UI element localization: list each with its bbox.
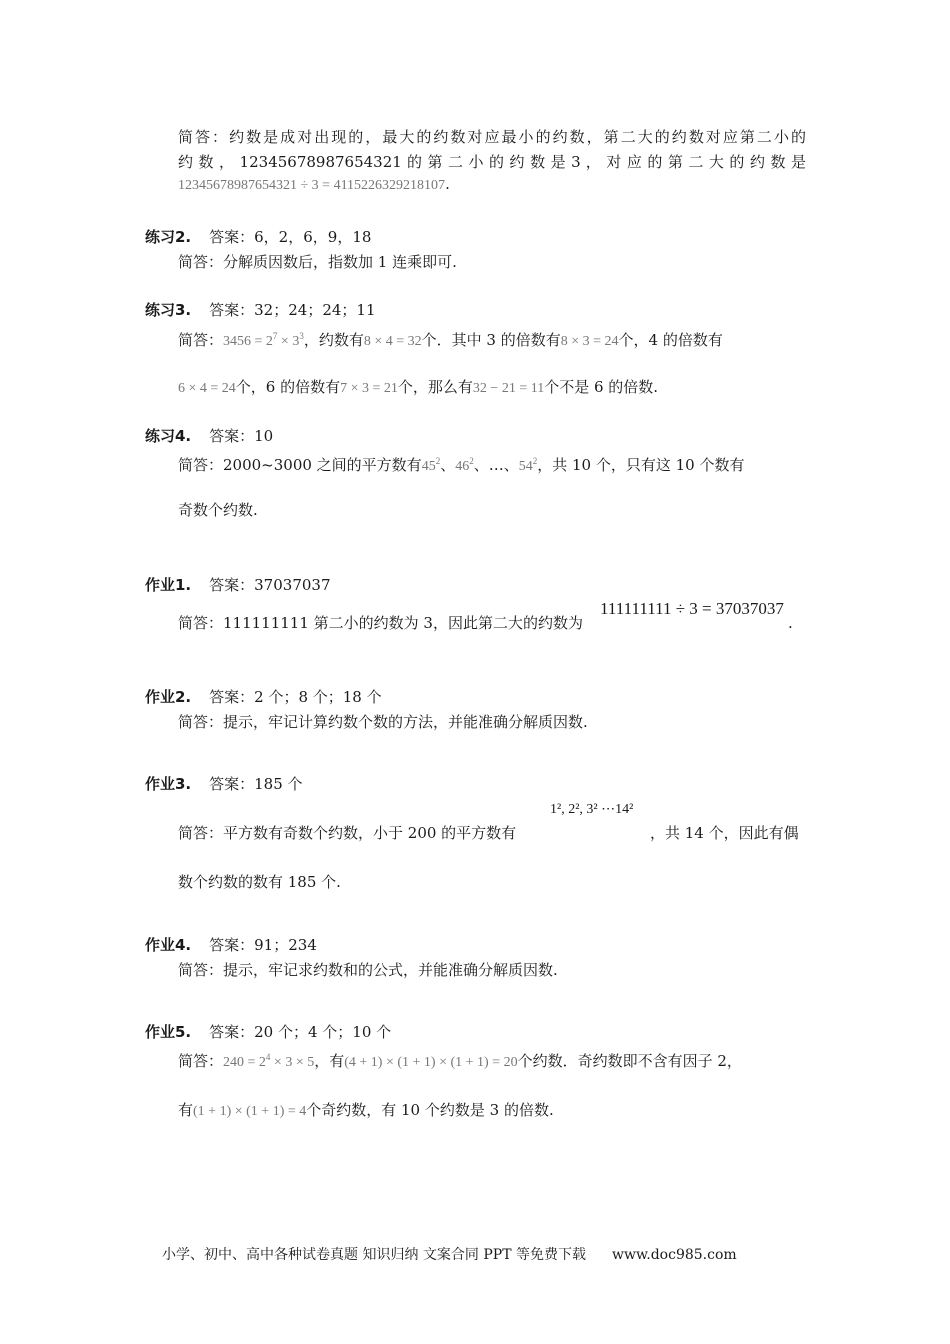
intro-math: 12345678987654321 ÷ 3 = 4115226329218107 (178, 178, 446, 193)
item-heading (145, 774, 303, 794)
factorization-math: $3456 = 2^7 \times 3^3$ (223, 331, 304, 349)
item-label: 作业5. (145, 1023, 192, 1041)
item-heading (145, 227, 371, 247)
item-brief-line-1: 简答：111111111 第二小的约数为 3，因此第二大的约数为 (178, 614, 583, 632)
item-label: 练习2. (145, 228, 192, 246)
item-brief-line-2: 数个约数的数有 185 个. (178, 873, 341, 891)
intro-line-3: 12345678987654321 ÷ 3 = 4115226329218107. (178, 175, 450, 193)
math-expression: 8 × 3 = 24 (560, 334, 619, 349)
math-expression: (4 + 1) × (1 + 1) × (1 + 1) = 20 (344, 1055, 518, 1070)
square-math: $45^2$ (421, 456, 441, 474)
item-answer: 答案：6，2，6，9，18 (209, 228, 372, 246)
item-answer: 答案：91；234 (209, 936, 317, 954)
item-brief: 简答：分解质因数后，指数加 1 连乘即可. (178, 253, 457, 271)
item-brief-line-1b: ，共 14 个，因此有偶 (650, 824, 799, 842)
squares-list-math: 1², 2², 3² ⋯14² (550, 802, 634, 817)
item-label: 作业1. (145, 576, 192, 594)
item-heading (145, 575, 331, 595)
math-expression: 32 − 21 = 11 (472, 381, 545, 396)
item-heading (145, 1022, 391, 1042)
item-brief: 简答：提示，牢记计算约数个数的方法，并能准确分解质因数. (178, 713, 588, 731)
sentence-end: . (788, 614, 793, 632)
page-footer (162, 1244, 737, 1264)
item-heading (145, 687, 382, 707)
item-brief: 简答：提示，牢记求约数和的公式，并能准确分解质因数. (178, 961, 558, 979)
item-heading (145, 426, 273, 446)
item-brief-line-2: 奇数个约数. (178, 501, 258, 519)
footer-text: 小学、初中、高中各种试卷真题 知识归纳 文案合同 PPT 等免费下载 (162, 1247, 586, 1263)
math-expression: 7 × 3 = 21 (340, 381, 398, 396)
item-label: 作业3. (145, 775, 192, 793)
intro-line-2: 约 数 ， 12345678987654321 的 第 二 小 的 约 数 是 3 ， 对 应 的 第 二 大 的 约 数 是 (178, 153, 806, 171)
math-expression: (1 + 1) × (1 + 1) = 4 (193, 1104, 307, 1119)
math-expression: 8 × 4 = 32 (363, 334, 422, 349)
math-expression: 6 × 4 = 24 (178, 381, 236, 396)
item-answer: 答案：37037037 (209, 576, 331, 594)
factorization-math: $240 = 2^4 \times 3 \times 5$ (223, 1052, 315, 1070)
intro-line-1: 简答：约数是成对出现的，最大的约数对应最小的约数，第二大的约数对应第二小的 (178, 128, 806, 146)
item-brief-line-2: 6 × 4 = 24个，6 的倍数有7 × 3 = 21个，那么有32 − 21 = 11个不是 6 的倍数. (178, 378, 659, 396)
item-answer: 答案：20 个；4 个；10 个 (209, 1023, 392, 1041)
item-answer: 答案：32；24；24；11 (209, 301, 376, 319)
item-label: 练习3. (145, 301, 192, 319)
item-heading (145, 935, 317, 955)
division-math: 111111111 ÷ 3 = 37037037 (600, 599, 784, 618)
item-brief-line-1a: 简答：平方数有奇数个约数，小于 200 的平方数有 (178, 824, 517, 842)
item-brief-line-1: 简答：$240 = 2^4 \times 3 \times 5$，有(4 + 1) × (1 + 1) × (1 + 1) = 20个约数．奇约数即不含有因子 2， (178, 1052, 742, 1070)
item-answer: 答案：10 (209, 427, 274, 445)
item-answer: 答案：2 个；8 个；18 个 (209, 688, 382, 706)
item-answer: 答案：185 个 (209, 775, 303, 793)
square-math: $54^2$ (518, 456, 538, 474)
item-brief-line-1: 简答：$3456 = 2^7 \times 3^3$，约数有8 × 4 = 32个．其中 3 的倍数有8 × 3 = 24个，4 的倍数有 (178, 331, 723, 349)
item-heading (145, 300, 376, 320)
item-brief-line-2: 有(1 + 1) × (1 + 1) = 4个奇约数，有 10 个约数是 3 的倍数. (178, 1101, 554, 1119)
item-label: 作业2. (145, 688, 192, 706)
item-brief-line-1: 简答：2000~3000 之间的平方数有$45^2$、$46^2$、…、$54^2$，共 10 个，只有这 10 个数有 (178, 456, 745, 474)
square-math: $46^2$ (455, 456, 474, 474)
item-label: 练习4. (145, 427, 192, 445)
item-label: 作业4. (145, 936, 192, 954)
footer-link[interactable]: www.doc985.com (611, 1247, 737, 1263)
